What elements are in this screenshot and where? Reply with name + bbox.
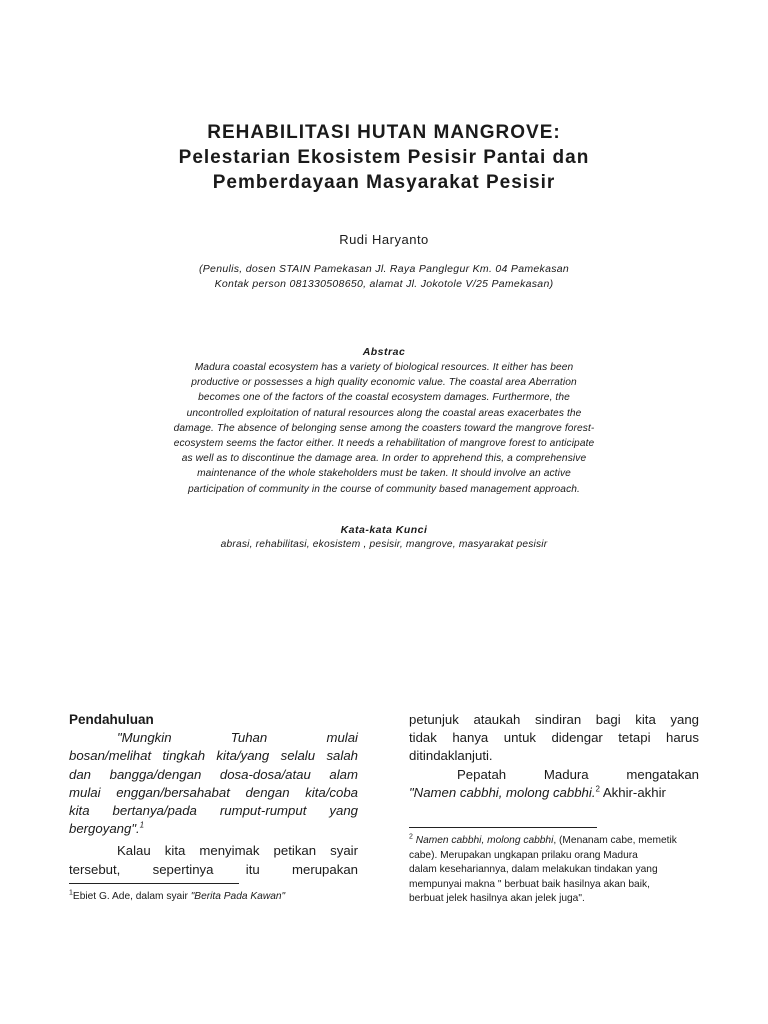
keywords-list: abrasi, rehabilitasi, ekosistem , pesisir, mangrove, masyarakat pesisir xyxy=(220,539,548,550)
affiliation-line-2: Kontak person 081330508650, alamat Jl. Jokotole V/25 Pamekasan) xyxy=(214,278,554,290)
body-line: Kalau kita menyimak petikan syair xyxy=(117,843,358,859)
footnote-ref-1[interactable]: 1 xyxy=(139,820,145,830)
paper-subtitle-line-2: Pemberdayaan Masyarakat Pesisir xyxy=(212,172,556,193)
proverb-quote: "Namen cabbhi, molong cabbhi. xyxy=(409,784,596,800)
abstract-line: maintenance of the whole stakeholders must be taken. It should involve an active xyxy=(197,468,571,480)
footnote-2-italic: Namen cabbhi, molong cabbhi xyxy=(415,835,554,846)
section-heading-pendahuluan: Pendahuluan xyxy=(69,712,154,727)
author-name: Rudi Haryanto xyxy=(339,232,429,247)
keywords-heading: Kata-kata Kunci xyxy=(340,524,428,536)
abstract-line: participation of community in the course of community based management approach. xyxy=(188,483,580,495)
abstract-line: damage. The absence of belonging sense among the coasters toward the mangrove forest- xyxy=(173,422,595,434)
abstract-line: becomes one of the factors of the coastal ecosystem damages. Furthermore, the xyxy=(198,392,570,404)
abstract-body xyxy=(150,360,618,497)
quote-line: bosan/melihat tingkah kita/yang selalu salah xyxy=(69,748,358,764)
quote-last-line xyxy=(69,820,358,838)
footnote-2-rest: , (Menanam cabe, memetik xyxy=(553,835,677,846)
footnote-2-line-1 xyxy=(409,834,705,849)
abstract-line: productive or possesses a high quality economic value. The coastal area Aberration xyxy=(191,377,577,389)
footnote-ref-2[interactable]: 2 xyxy=(595,784,600,794)
footnote-2-line: mempunyai makna " berbuat baik hasilnya akan baik, xyxy=(409,878,650,890)
footnote-1 xyxy=(69,890,359,905)
body-line: petunjuk ataukah sindiran bagi kita yang xyxy=(409,712,699,727)
quote-line: kita bertanya/pada rumput-rumput yang xyxy=(69,803,358,819)
title-block xyxy=(0,120,768,195)
body-line: tidak hanya untuk didengar tetapi harus xyxy=(409,730,699,746)
right-column xyxy=(409,711,699,802)
quote-line: "Mungkin Tuhan mulai xyxy=(117,730,358,746)
footnote-1-mark: 1 xyxy=(69,889,73,897)
footnote-1-title: "Berita Pada Kawan" xyxy=(190,891,286,902)
paper-title: REHABILITASI HUTAN MANGROVE: xyxy=(207,122,561,143)
body-line: tersebut, sepertinya itu merupakan xyxy=(69,861,358,877)
footnote-2-line: cabe). Merupakan ungkapan prilaku orang Madura xyxy=(409,849,638,861)
footnote-rule-right xyxy=(409,827,597,828)
footnote-rule-left xyxy=(69,883,239,884)
affiliation-line-1: (Penulis, dosen STAIN Pamekasan Jl. Raya Panglegur Km. 04 Pamekasan xyxy=(198,263,570,275)
abstract-line: Madura coastal ecosystem has a variety of biological resources. It either has been xyxy=(194,362,574,373)
abstract-heading: Abstrac xyxy=(362,346,406,358)
quote-line: dan bangga/dengan dosa-dosa/atau alam xyxy=(69,766,358,782)
body-line: Pepatah Madura mengatakan xyxy=(457,766,699,782)
footnote-1-text: Ebiet G. Ade, dalam syair xyxy=(72,891,191,902)
footnote-2-line: berbuat jelek hasilnya akan jelek juga". xyxy=(409,893,585,904)
abstract-line: as well as to discontinue the damage area. In order to apprehend this, a comprehensive xyxy=(181,453,587,465)
author-affiliation xyxy=(0,262,768,292)
proverb-tail: Akhir-akhir xyxy=(599,784,666,800)
footnote-2 xyxy=(409,834,705,907)
footnote-2-line: dalam kesehariannya, dalam melakukan tindakan yang xyxy=(409,864,658,875)
abstract-line: ecosystem seems the factor either. It needs a rehabilitation of mangrove forest to anticipate xyxy=(173,438,595,450)
abstract-line: uncontrolled exploitation of natural resources along the coastal areas exacerbates the xyxy=(186,407,582,419)
body-line-last: ditindaklanjuti. xyxy=(409,748,493,764)
left-column xyxy=(69,711,358,879)
quote-line: mulai enggan/bersahabat dengan kita/coba xyxy=(69,784,358,800)
paper-subtitle-line-1: Pelestarian Ekosistem Pesisir Pantai dan xyxy=(178,147,590,168)
footnote-2-mark: 2 xyxy=(409,833,413,841)
body-line-proverb xyxy=(409,784,699,802)
quote-last-text: bergoyang". xyxy=(69,821,140,837)
